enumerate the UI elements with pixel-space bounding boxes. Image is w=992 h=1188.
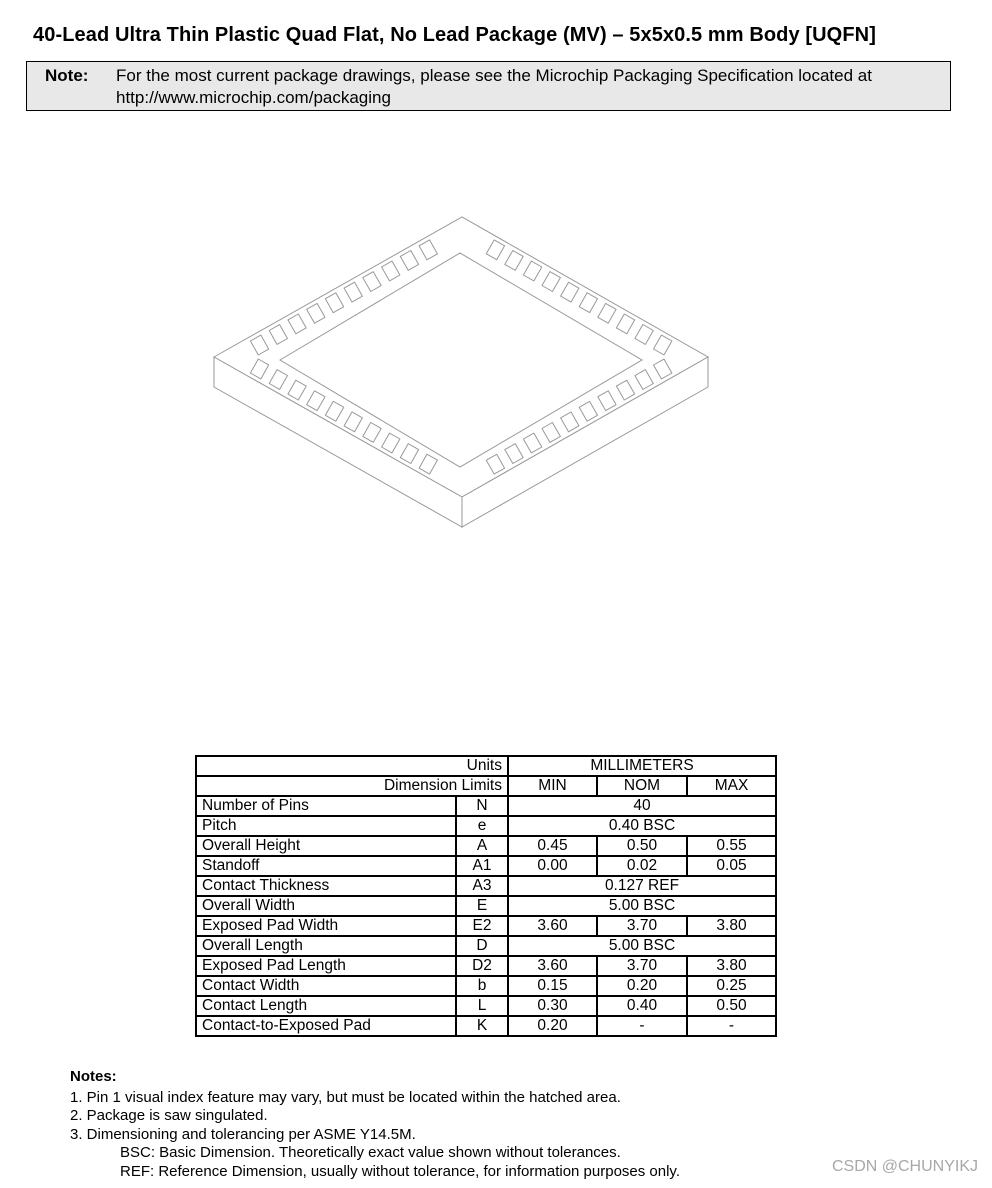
note-line-2: http://www.microchip.com/packaging [116, 88, 391, 107]
note-ref: REF: Reference Dimension, usually without tolerance, for information purposes only. [120, 1162, 680, 1180]
watermark: CSDN @CHUNYIKJ [831, 1158, 978, 1175]
table-row: Exposed Pad Length D2 3.60 3.70 3.80 [196, 956, 776, 976]
package-isometric-drawing [200, 205, 720, 535]
note-bsc: BSC: Basic Dimension. Theoretically exact value shown without tolerances. [120, 1144, 621, 1162]
table-row: Contact-to-Exposed Pad K 0.20 - - [196, 1016, 776, 1036]
table-row: Overall Height A 0.45 0.50 0.55 [196, 836, 776, 856]
note-text [116, 65, 872, 109]
note-line-1: For the most current package drawings, please see the Microchip Packaging Specification located at [116, 66, 872, 85]
table-row: Exposed Pad Width E2 3.60 3.70 3.80 [196, 916, 776, 936]
table-header-row [196, 776, 776, 796]
dimensions-table [195, 755, 777, 1037]
table-row: Number of Pins N 40 [196, 796, 776, 816]
dimension-limits-label: Dimension Limits [196, 776, 508, 796]
note-item-1: 1. Pin 1 visual index feature may vary, but must be located within the hatched area. [70, 1088, 621, 1106]
note-label: Note: [45, 66, 89, 85]
table-row: Overall Width E 5.00 BSC [196, 896, 776, 916]
table-row: Pitch e 0.40 BSC [196, 816, 776, 836]
table-row: Contact Length L 0.30 0.40 0.50 [196, 996, 776, 1016]
page-title: 40-Lead Ultra Thin Plastic Quad Flat, No Lead Package (MV) – 5x5x0.5 mm Body [UQFN] [33, 24, 876, 46]
table-row: Contact Thickness A3 0.127 REF [196, 876, 776, 896]
min-header: MIN [508, 776, 597, 796]
table-row: Contact Width b 0.15 0.20 0.25 [196, 976, 776, 996]
units-value: MILLIMETERS [508, 756, 776, 776]
notes-heading: Notes: [70, 1068, 117, 1085]
table-row: Standoff A1 0.00 0.02 0.05 [196, 856, 776, 876]
nom-header: NOM [597, 776, 687, 796]
notes-section [70, 1068, 680, 1182]
note-item-2: 2. Package is saw singulated. [70, 1107, 268, 1125]
units-label: Units [196, 756, 508, 776]
note-box [26, 61, 951, 111]
max-header: MAX [687, 776, 776, 796]
note-item-3: 3. Dimensioning and tolerancing per ASME Y14.5M. [70, 1125, 416, 1143]
table-header-row [196, 756, 776, 776]
table-row: Overall Length D 5.00 BSC [196, 936, 776, 956]
